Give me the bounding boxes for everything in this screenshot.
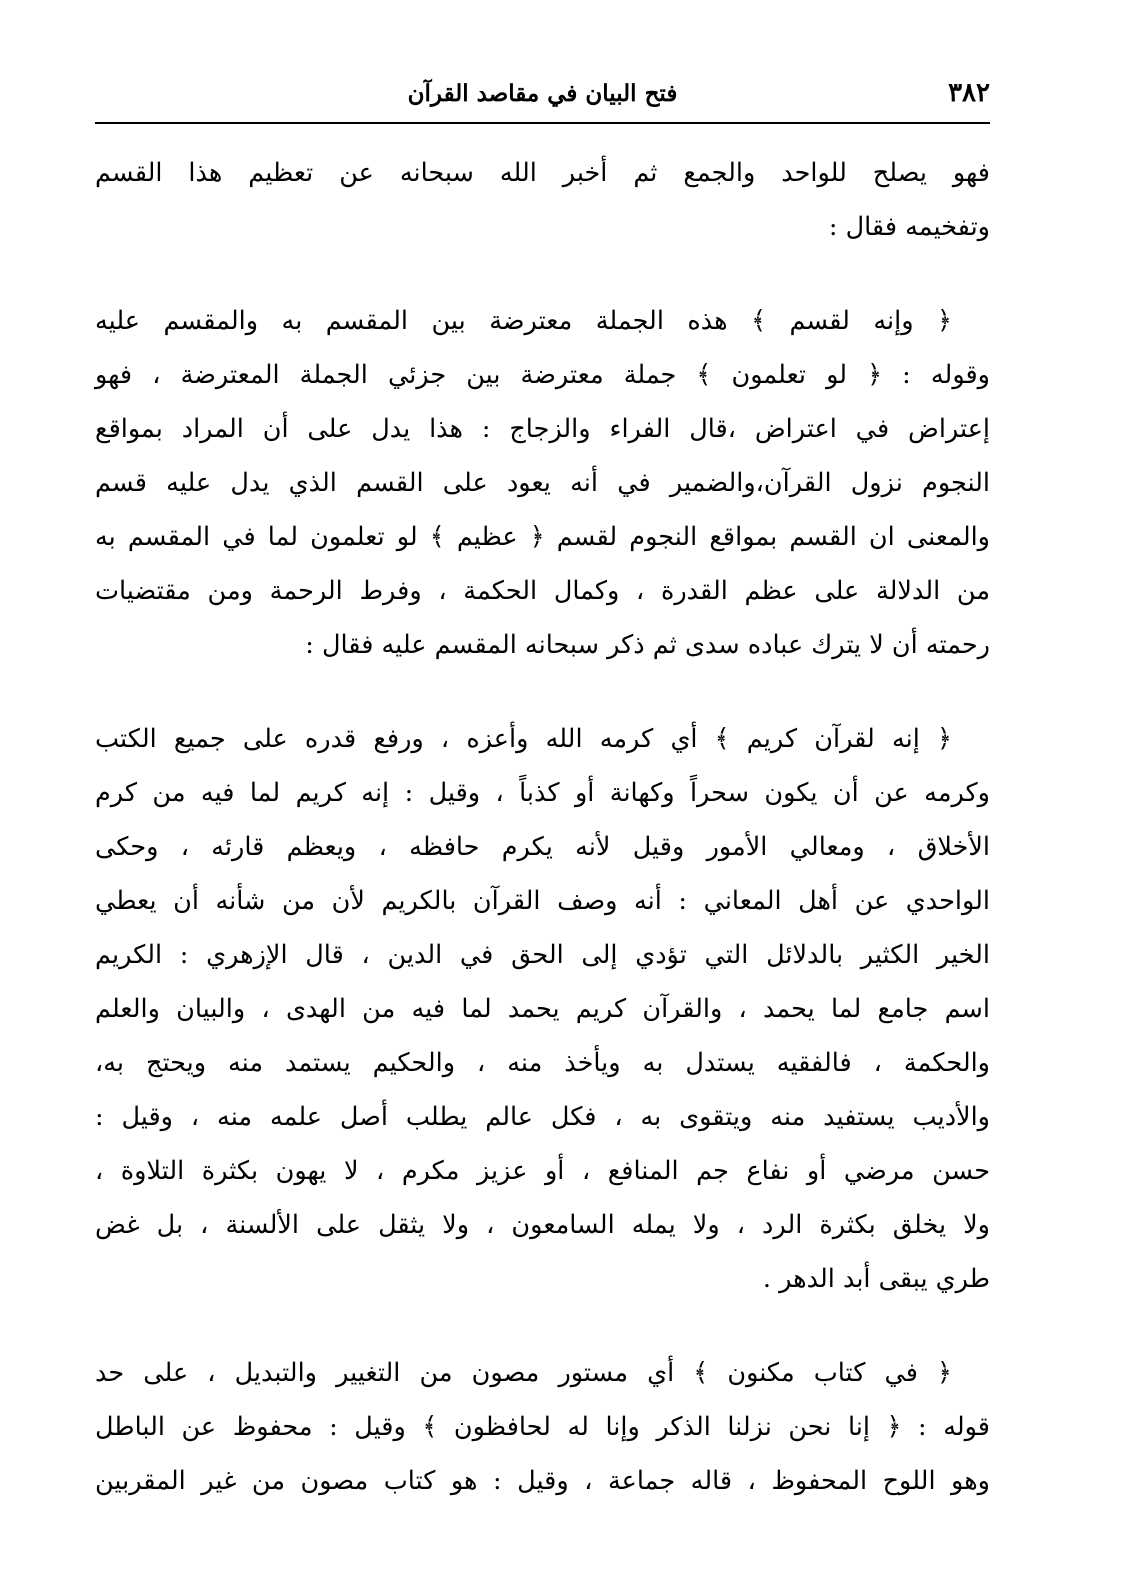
paragraph <box>95 146 990 254</box>
text-line: فهو يصلح للواحد والجمع ثم أخبر الله سبحانه عن تعظيم هذا القسم <box>95 158 990 188</box>
paragraph <box>95 1346 990 1508</box>
book-page <box>95 68 990 1548</box>
text-line: ﴿ وإنه لقسم ﴾ هذه الجملة معترضة بين المقسم به والمقسم عليه <box>95 306 952 336</box>
text-line: وقوله : ﴿ لو تعلمون ﴾ جملة معترضة بين جزئي الجملة المعترضة ، فهو <box>95 360 990 390</box>
text-line: والمعنى ان القسم بمواقع النجوم لقسم ﴿ عظيم ﴾ لو تعلمون لما في المقسم به <box>95 522 990 552</box>
text-line: والحكمة ، فالفقيه يستدل به ويأخذ منه ، والحكيم يستمد منه ويحتج به، <box>95 1048 990 1078</box>
text-line: ﴿ إنه لقرآن كريم ﴾ أي كرمه الله وأعزه ، ورفع قدره على جميع الكتب <box>95 724 952 754</box>
text-line: ولا يخلق بكثرة الرد ، ولا يمله السامعون ، ولا يثقل على الألسنة ، بل غض <box>95 1210 990 1240</box>
text-line: حسن مرضي أو نفاع جم المنافع ، أو عزيز مكرم ، لا يهون بكثرة التلاوة ، <box>95 1156 990 1186</box>
text-line: قوله : ﴿ إنا نحن نزلنا الذكر وإنا له لحافظون ﴾ وقيل : محفوظ عن الباطل <box>95 1412 990 1442</box>
text-line: طري يبقى أبد الدهر . <box>762 1264 990 1294</box>
text-line: وهو اللوح المحفوظ ، قاله جماعة ، وقيل : هو كتاب مصون من غير المقربين <box>95 1466 990 1496</box>
text-line: رحمته أن لا يترك عباده سدى ثم ذكر سبحانه المقسم عليه فقال : <box>305 630 990 660</box>
text-line: الأخلاق ، ومعالي الأمور وقيل لأنه يكرم حافظه ، ويعظم قارئه ، وحكى <box>95 832 990 862</box>
text-line: إعتراض في اعتراض ،قال الفراء والزجاج : هذا يدل على أن المراد بمواقع <box>95 414 990 444</box>
paragraph <box>95 294 990 672</box>
page-header <box>95 68 990 124</box>
page-number: ٣٨٢ <box>948 78 990 108</box>
text-line: ﴿ في كتاب مكنون ﴾ أي مستور مصون من التغيير والتبديل ، على حد <box>95 1358 952 1388</box>
book-title: فتح البيان في مقاصد القرآن <box>407 80 678 107</box>
page-body <box>95 146 990 1508</box>
text-line: من الدلالة على عظم القدرة ، وكمال الحكمة ، وفرط الرحمة ومن مقتضيات <box>95 576 990 606</box>
text-line: النجوم نزول القرآن،والضمير في أنه يعود على القسم الذي يدل عليه قسم <box>95 468 990 498</box>
paragraph <box>95 712 990 1306</box>
text-line: الخير الكثير بالدلائل التي تؤدي إلى الحق في الدين ، قال الإزهري : الكريم <box>95 940 990 970</box>
text-line: وتفخيمه فقال : <box>828 212 990 242</box>
text-line: وكرمه عن أن يكون سحراً وكهانة أو كذباً ، وقيل : إنه كريم لما فيه من كرم <box>95 778 990 808</box>
text-line: والأديب يستفيد منه ويتقوى به ، فكل عالم يطلب أصل علمه منه ، وقيل : <box>95 1102 990 1132</box>
text-line: الواحدي عن أهل المعاني : أنه وصف القرآن بالكريم لأن من شأنه أن يعطي <box>95 886 990 916</box>
text-line: اسم جامع لما يحمد ، والقرآن كريم يحمد لما فيه من الهدى ، والبيان والعلم <box>95 994 990 1024</box>
